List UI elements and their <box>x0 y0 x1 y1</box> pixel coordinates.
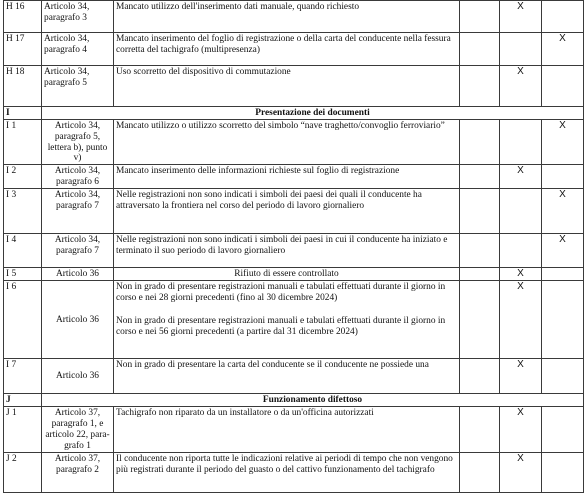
infringement-code: I 7 <box>4 359 42 394</box>
table-row <box>4 234 584 268</box>
infringement-code: I 1 <box>4 120 42 165</box>
severity-mark-2: X <box>500 281 542 359</box>
section-code: I <box>4 107 42 120</box>
severity-mark-2 <box>500 33 542 66</box>
severity-mark-3 <box>542 407 584 453</box>
severity-mark-3 <box>542 281 584 359</box>
severity-mark-1 <box>460 1 500 33</box>
legal-reference: Articolo 37, paragrafo 1, e articolo 22, para- grafo 1 <box>42 407 114 453</box>
infringement-code: J 2 <box>4 453 42 493</box>
table-row <box>4 120 584 165</box>
infringement-description <box>114 281 460 359</box>
table-row <box>4 407 584 453</box>
severity-mark-3 <box>542 66 584 107</box>
severity-mark-2 <box>500 234 542 268</box>
section-header-row <box>4 394 584 407</box>
severity-mark-1 <box>460 165 500 189</box>
table-row <box>4 281 584 359</box>
section-code: J <box>4 394 42 407</box>
infringement-description: Nelle registrazioni non sono indicati i simboli dei paesi in cui il conducente ha iniziato e terminato il suo periodo di lavoro giornaliero <box>114 234 460 268</box>
severity-mark-2 <box>500 189 542 234</box>
severity-mark-3 <box>542 359 584 394</box>
legal-reference: Articolo 37, paragrafo 2 <box>42 453 114 493</box>
infringement-code: H 16 <box>4 1 42 33</box>
legal-reference: Articolo 34, paragrafo 3 <box>42 1 114 33</box>
severity-mark-3: X <box>542 120 584 165</box>
severity-mark-1 <box>460 120 500 165</box>
severity-mark-1 <box>460 453 500 493</box>
infringement-code: I 3 <box>4 189 42 234</box>
legal-reference: Articolo 34, paragrafo 5 <box>42 66 114 107</box>
severity-mark-1 <box>460 407 500 453</box>
table-row <box>4 359 584 394</box>
infringement-code: H 18 <box>4 66 42 107</box>
legal-reference: Articolo 36 <box>42 268 114 281</box>
table-row <box>4 165 584 189</box>
legal-reference: Articolo 34, paragrafo 4 <box>42 33 114 66</box>
infringement-code: I 6 <box>4 281 42 359</box>
severity-mark-1 <box>460 268 500 281</box>
severity-mark-2: X <box>500 453 542 493</box>
severity-mark-3: X <box>542 234 584 268</box>
section-title: Presentazione dei documenti <box>42 107 584 120</box>
severity-mark-3 <box>542 1 584 33</box>
severity-mark-3: X <box>542 189 584 234</box>
infringement-description: Mancato utilizzo dell'inserimento dati manuale, quando richiesto <box>114 1 460 33</box>
legal-reference: Articolo 36 <box>42 359 114 394</box>
table-row <box>4 453 584 493</box>
severity-mark-1 <box>460 66 500 107</box>
infringement-description: Non in grado di presentare la carta del conducente se il conducente ne possiede una <box>114 359 460 394</box>
infringement-description: Tachigrafo non riparato da un installatore o da un'officina autorizzati <box>114 407 460 453</box>
legal-reference: Articolo 34, paragrafo 7 <box>42 234 114 268</box>
severity-mark-2: X <box>500 407 542 453</box>
severity-mark-2 <box>500 120 542 165</box>
severity-mark-3 <box>542 453 584 493</box>
severity-mark-1 <box>460 281 500 359</box>
table-row <box>4 33 584 66</box>
severity-mark-2: X <box>500 1 542 33</box>
severity-mark-2: X <box>500 359 542 394</box>
infringements-table <box>3 0 584 493</box>
severity-mark-1 <box>460 359 500 394</box>
severity-mark-3: X <box>542 33 584 66</box>
section-header-row <box>4 107 584 120</box>
infringement-description: Rifiuto di essere controllato <box>114 268 460 281</box>
table-row <box>4 268 584 281</box>
infringement-code: I 2 <box>4 165 42 189</box>
severity-mark-2: X <box>500 268 542 281</box>
severity-mark-2: X <box>500 66 542 107</box>
legal-reference: Articolo 34, paragrafo 7 <box>42 189 114 234</box>
description-part-a: Non in grado di presentare registrazioni manuali e tabulati effettuati durante il giorno in corso e nei 28 giorni precedenti (fino al 30 dicembre 2024) <box>116 282 446 303</box>
infringement-code: I 5 <box>4 268 42 281</box>
infringement-code: H 17 <box>4 33 42 66</box>
infringement-description: Uso scorretto del dispositivo di commutazione <box>114 66 460 107</box>
table-row <box>4 66 584 107</box>
infringement-code: I 4 <box>4 234 42 268</box>
severity-mark-3 <box>542 165 584 189</box>
severity-mark-3 <box>542 268 584 281</box>
description-part-b: Non in grado di presentare registrazioni manuali e tabulati effettuati durante il giorno in corso e nei 56 giorni precedenti (a partire dal 31 dicembre 2024) <box>116 315 446 337</box>
infringement-description: Il conducente non riporta tutte le indicazioni relative ai periodi di tempo che non vengono più registrati durante il periodo del guasto o del cattivo funzionamento del tachigrafo <box>114 453 460 493</box>
severity-mark-2: X <box>500 165 542 189</box>
severity-mark-1 <box>460 33 500 66</box>
severity-mark-1 <box>460 234 500 268</box>
legal-reference: Articolo 34, paragrafo 6 <box>42 165 114 189</box>
severity-mark-1 <box>460 189 500 234</box>
legal-reference: Articolo 34, paragrafo 5, lettera b), punto v) <box>42 120 114 165</box>
infringement-description: Mancato utilizzo o utilizzo scorretto del simbolo “nave traghetto/convoglio ferroviario” <box>114 120 460 165</box>
table-row <box>4 189 584 234</box>
legal-reference: Articolo 36 <box>42 281 114 359</box>
infringement-description: Mancato inserimento del foglio di registrazione o della carta del conducente nella fessura corretta del tachigrafo (multipresenza) <box>114 33 460 66</box>
infringement-description: Nelle registrazioni non sono indicati i simboli dei paesi dei quali il conducente ha attraversato la frontiera nel corso del periodo di lavoro giornaliero <box>114 189 460 234</box>
infringement-description: Mancato inserimento delle informazioni richieste sul foglio di registrazione <box>114 165 460 189</box>
section-title: Funzionamento difettoso <box>42 394 584 407</box>
infringement-code: J 1 <box>4 407 42 453</box>
table-row <box>4 1 584 33</box>
